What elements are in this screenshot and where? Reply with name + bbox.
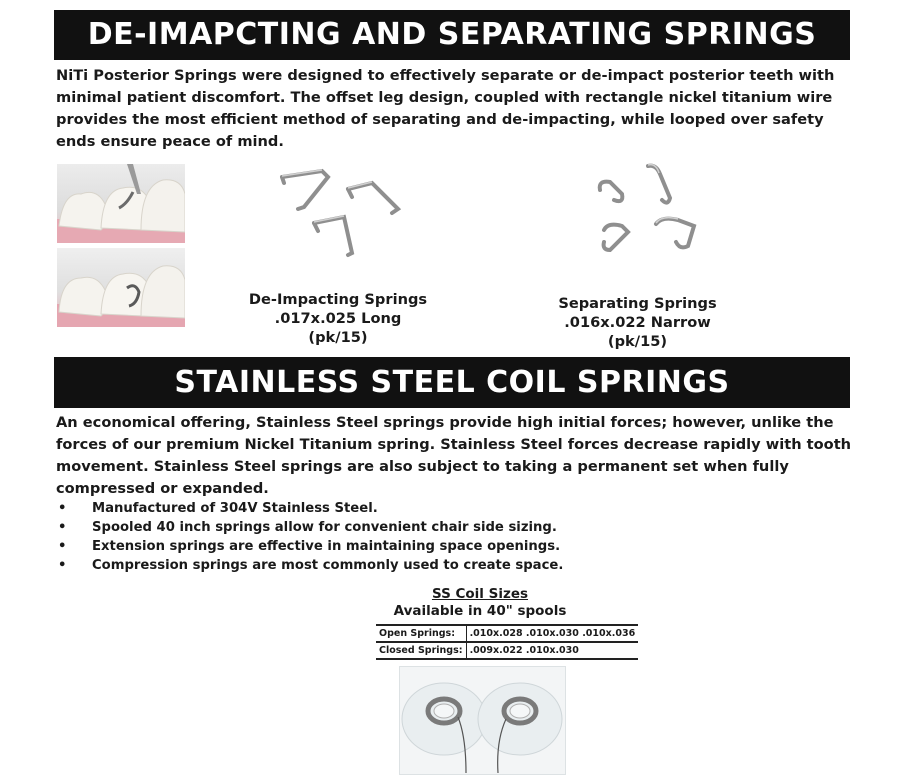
list-item <box>56 518 563 537</box>
table-row <box>376 642 638 659</box>
list-item <box>56 499 563 518</box>
teeth-spring-placed-photo <box>57 248 185 327</box>
section-title-springs: DE-IMAPCTING AND SEPARATING SPRINGS <box>54 10 850 60</box>
list-item <box>56 556 563 575</box>
coil-springs-description: An economical offering, Stainless Steel springs provide high initial forces; however, unlike the forces of our premium Nickel Titanium spring. Stainless Steel forces decrease rapidly with tooth movement. Stainless Steel springs are also subject to taking a permanent set when fully compressed or expanded. <box>56 414 852 497</box>
list-item-text: Spooled 40 inch springs allow for convenient chair side sizing. <box>92 520 557 535</box>
deimpacting-springs-caption <box>238 290 438 347</box>
coil-sizes-table <box>376 624 638 660</box>
row-label: Open Springs: <box>376 625 466 642</box>
coil-sizes-title: SS Coil Sizes <box>431 586 529 602</box>
coil-sizes-heading <box>380 586 580 620</box>
product-name: De-Impacting Springs <box>248 291 428 308</box>
row-values: .010x.028 .010x.030 .010x.036 <box>466 625 638 642</box>
list-item-text: Compression springs are most commonly used to create space. <box>92 558 564 573</box>
deimpacting-springs-image <box>270 165 410 265</box>
row-label: Closed Springs: <box>376 642 466 659</box>
table-row <box>376 625 638 642</box>
bullet-icon: • <box>58 539 67 554</box>
feature-list <box>56 499 563 575</box>
separating-springs-caption <box>545 294 730 351</box>
product-size: .017x.025 Long <box>274 310 402 327</box>
list-item-text: Manufactured of 304V Stainless Steel. <box>92 501 378 516</box>
bullet-icon: • <box>58 558 67 573</box>
coil-spools-image <box>399 666 566 775</box>
product-pack: (pk/15) <box>308 329 368 346</box>
teeth-deimpact-photo <box>57 164 185 243</box>
product-size: .016x.022 Narrow <box>564 314 711 331</box>
product-name: Separating Springs <box>558 295 717 312</box>
list-item <box>56 537 563 556</box>
springs-description: NiTi Posterior Springs were designed to effectively separate or de-impact posterior teeth with minimal patient discomfort. The offset leg design, coupled with rectangle nickel titanium wire provides the most efficient method of separating and de-impacting, while looped over safety ends ensure peace of mind. <box>56 67 835 150</box>
separating-springs-image <box>588 160 713 260</box>
bullet-icon: • <box>58 520 67 535</box>
section-title-coil-springs: STAINLESS STEEL COIL SPRINGS <box>54 357 850 408</box>
coil-sizes-subtitle: Available in 40" spools <box>393 603 567 619</box>
product-pack: (pk/15) <box>607 333 668 350</box>
row-values: .009x.022 .010x.030 <box>466 642 638 659</box>
list-item-text: Extension springs are effective in maintaining space openings. <box>92 539 561 554</box>
bullet-icon: • <box>58 501 67 516</box>
